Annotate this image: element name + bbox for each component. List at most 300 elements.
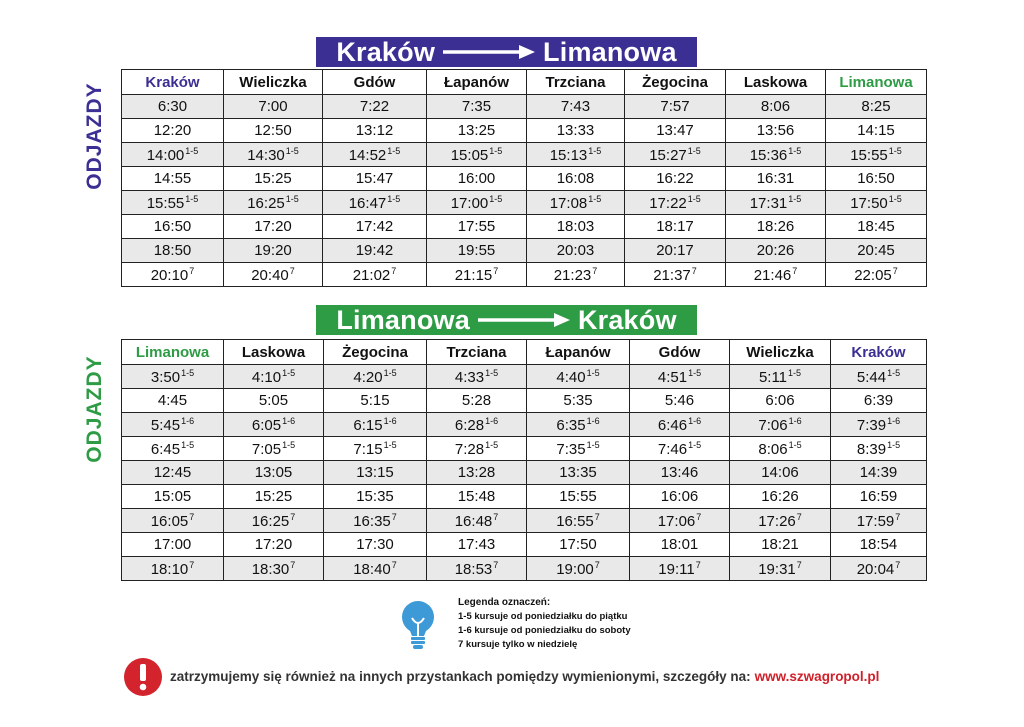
departure-cell	[831, 461, 927, 485]
departure-cell	[122, 557, 224, 581]
departure-cell	[527, 389, 630, 413]
day-code: 1-5	[181, 367, 195, 378]
day-code: 7	[493, 511, 499, 522]
table-row	[122, 143, 927, 167]
departure-cell	[625, 119, 726, 143]
departure-time: 17:50	[850, 194, 888, 212]
departure-cell	[323, 143, 427, 167]
departure-cell	[122, 509, 224, 533]
departure-time: 13:12	[355, 122, 394, 139]
day-code: 7	[391, 559, 397, 570]
departure-time: 7:05	[251, 440, 282, 458]
departure-time: 15:47	[355, 170, 394, 187]
departure-cell	[625, 215, 726, 239]
departure-time: 6:15	[353, 416, 383, 434]
departure-cell	[323, 263, 427, 287]
departure-cell	[224, 557, 324, 581]
departure-cell	[324, 437, 427, 461]
departure-time: 19:00	[556, 560, 594, 578]
departure-time: 17:50	[559, 536, 597, 553]
departure-cell	[527, 437, 630, 461]
notice	[170, 669, 879, 684]
departure-cell	[630, 413, 730, 437]
day-code: 1-5	[489, 193, 503, 204]
departure-cell	[630, 557, 730, 581]
day-code: 1-5	[586, 367, 600, 378]
banner-from: Kraków	[336, 36, 436, 67]
table-row	[122, 533, 927, 557]
departure-time: 7:15	[353, 440, 383, 458]
stop-header: Limanowa	[826, 70, 927, 95]
departure-time: 6:35	[556, 416, 586, 434]
table-row	[122, 215, 927, 239]
stop-header: Kraków	[122, 70, 224, 95]
departure-cell	[625, 167, 726, 191]
day-code: 7	[695, 559, 701, 570]
day-code: 1-6	[181, 415, 195, 426]
departure-time: 8:25	[861, 98, 891, 115]
departure-cell	[224, 167, 323, 191]
stop-header: Kraków	[831, 340, 927, 365]
table-row	[122, 95, 927, 119]
departure-time: 7:35	[556, 440, 586, 458]
day-code: 1-5	[387, 145, 401, 156]
day-code: 7	[391, 265, 397, 276]
day-code: 7	[189, 511, 195, 522]
day-code: 1-5	[485, 439, 499, 450]
departure-cell	[427, 509, 527, 533]
departure-time: 7:46	[657, 440, 688, 458]
departure-time: 19:20	[254, 242, 292, 259]
banner-from: Limanowa	[336, 304, 470, 335]
departure-time: 15:48	[457, 488, 496, 505]
departure-cell	[427, 167, 527, 191]
departure-cell	[224, 191, 323, 215]
departure-time: 7:57	[660, 98, 690, 115]
departure-time: 16:25	[247, 194, 285, 212]
departure-cell	[323, 191, 427, 215]
day-code: 1-5	[788, 145, 802, 156]
departure-cell	[224, 509, 324, 533]
banner-to: Kraków	[577, 304, 677, 335]
stop-header: Laskowa	[726, 70, 826, 95]
departure-cell	[730, 461, 831, 485]
departure-time: 13:15	[356, 464, 394, 481]
departure-time: 21:15	[454, 266, 493, 284]
departure-time: 17:00	[450, 194, 489, 212]
exclamation-icon	[123, 657, 163, 702]
departure-time: 18:45	[857, 218, 895, 235]
departure-time: 14:30	[247, 146, 285, 164]
departure-time: 5:45	[150, 416, 181, 434]
day-code: 1-5	[588, 145, 602, 156]
departure-cell	[427, 485, 527, 509]
day-code: 1-6	[788, 415, 802, 426]
departure-cell	[630, 365, 730, 389]
departure-time: 14:06	[761, 464, 799, 481]
timetable-krakow-limanowa	[121, 69, 927, 287]
day-code: 7	[290, 559, 296, 570]
departure-cell	[730, 365, 831, 389]
departure-time: 20:40	[251, 266, 289, 284]
departure-cell	[224, 389, 324, 413]
departure-cell	[630, 389, 730, 413]
table-row	[122, 485, 927, 509]
departure-time: 21:02	[352, 266, 391, 284]
departure-time: 17:31	[749, 194, 788, 212]
departure-cell	[324, 461, 427, 485]
table-row	[122, 557, 927, 581]
side-label-bottom: ODJAZDY	[83, 355, 106, 463]
day-code: 7	[895, 559, 901, 570]
banner-krakow-limanowa	[316, 37, 697, 67]
departure-time: 19:42	[355, 242, 394, 259]
day-code: 1-5	[888, 193, 902, 204]
departure-cell	[122, 485, 224, 509]
departure-time: 15:05	[153, 488, 192, 505]
table-row	[122, 365, 927, 389]
departure-cell	[122, 95, 224, 119]
day-code: 7	[493, 265, 499, 276]
departure-time: 13:25	[457, 122, 496, 139]
departure-cell	[527, 461, 630, 485]
departure-time: 20:17	[656, 242, 694, 259]
departure-time: 7:22	[359, 98, 390, 115]
day-code: 7	[691, 265, 697, 276]
day-code: 1-5	[586, 439, 600, 450]
departure-time: 13:35	[559, 464, 597, 481]
day-code: 1-5	[788, 439, 802, 450]
day-code: 1-5	[687, 145, 701, 156]
departure-time: 20:45	[857, 242, 895, 259]
departure-time: 4:20	[353, 368, 383, 386]
day-code: 7	[594, 511, 600, 522]
departure-time: 18:50	[153, 242, 192, 259]
departure-time: 12:45	[153, 464, 192, 481]
day-code: 1-5	[489, 145, 503, 156]
departure-time: 17:22	[649, 194, 687, 212]
departure-time: 18:54	[859, 536, 898, 553]
lightbulb-icon	[398, 600, 438, 657]
departure-cell	[831, 437, 927, 461]
departure-time: 16:22	[656, 170, 694, 187]
departure-time: 16:05	[150, 512, 189, 530]
day-code: 1-6	[383, 415, 397, 426]
departure-cell	[826, 239, 927, 263]
departure-cell	[726, 143, 826, 167]
departure-cell	[122, 533, 224, 557]
departure-cell	[730, 485, 831, 509]
day-code: 1-5	[688, 367, 702, 378]
departure-time: 14:39	[859, 464, 898, 481]
day-code: 1-5	[588, 193, 602, 204]
day-code: 7	[594, 559, 600, 570]
departure-time: 7:06	[758, 416, 788, 434]
day-code: 1-5	[788, 193, 802, 204]
departure-cell	[730, 437, 831, 461]
departure-time: 7:00	[258, 98, 288, 115]
departure-time: 14:52	[348, 146, 387, 164]
day-code: 1-5	[181, 439, 195, 450]
departure-cell	[323, 119, 427, 143]
departure-cell	[630, 509, 730, 533]
departure-time: 16:47	[348, 194, 387, 212]
departure-cell	[630, 437, 730, 461]
departure-time: 18:40	[353, 560, 391, 578]
stop-header: Limanowa	[122, 340, 224, 365]
departure-cell	[122, 119, 224, 143]
departure-time: 16:25	[251, 512, 290, 530]
departure-cell	[527, 239, 625, 263]
departure-time: 13:46	[660, 464, 699, 481]
departure-time: 22:05	[854, 266, 892, 284]
departure-cell	[527, 119, 625, 143]
departure-time: 15:35	[356, 488, 394, 505]
stop-header: Żegocina	[324, 340, 427, 365]
website-link[interactable]: www.szwagropol.pl	[754, 669, 880, 684]
departure-time: 15:13	[549, 146, 588, 164]
departure-cell	[630, 461, 730, 485]
table-row	[122, 119, 927, 143]
stop-header: Wieliczka	[224, 70, 323, 95]
departure-time: 15:25	[254, 170, 292, 187]
day-code: 1-5	[688, 439, 702, 450]
departure-cell	[427, 191, 527, 215]
departure-cell	[122, 413, 224, 437]
departure-time: 18:26	[756, 218, 795, 235]
departure-cell	[726, 119, 826, 143]
day-code: 7	[493, 559, 499, 570]
departure-time: 6:05	[251, 416, 282, 434]
departure-cell	[826, 95, 927, 119]
departure-cell	[730, 533, 831, 557]
departure-cell	[625, 239, 726, 263]
departure-time: 15:25	[254, 488, 293, 505]
arrow-right-icon	[443, 44, 535, 60]
departure-cell	[324, 365, 427, 389]
departure-cell	[427, 143, 527, 167]
departure-time: 8:39	[856, 440, 887, 458]
departure-cell	[122, 167, 224, 191]
departure-time: 7:43	[560, 98, 591, 115]
day-code: 1-5	[387, 193, 401, 204]
departure-time: 4:51	[657, 368, 688, 386]
departure-time: 13:33	[556, 122, 595, 139]
departure-time: 6:46	[657, 416, 688, 434]
departure-cell	[831, 485, 927, 509]
day-code: 1-5	[383, 367, 397, 378]
stop-header: Łapanów	[527, 340, 630, 365]
day-code: 1-5	[687, 193, 701, 204]
departure-cell	[527, 143, 625, 167]
departure-time: 8:06	[760, 98, 791, 115]
departure-time: 16:31	[756, 170, 795, 187]
stop-header: Trzciana	[427, 340, 527, 365]
departure-cell	[427, 437, 527, 461]
departure-cell	[527, 191, 625, 215]
departure-time: 18:01	[660, 536, 699, 553]
banner-limanowa-krakow	[316, 305, 697, 335]
departure-time: 19:11	[658, 560, 695, 578]
departure-cell	[122, 437, 224, 461]
departure-time: 21:37	[653, 266, 691, 284]
stop-header: Łapanów	[427, 70, 527, 95]
departure-cell	[122, 191, 224, 215]
stop-header: Trzciana	[527, 70, 625, 95]
departure-time: 4:40	[556, 368, 586, 386]
departure-cell	[826, 119, 927, 143]
departure-time: 16:26	[761, 488, 799, 505]
departure-cell	[122, 143, 224, 167]
departure-cell	[826, 263, 927, 287]
departure-cell	[224, 485, 324, 509]
timetable-limanowa-krakow	[121, 339, 927, 581]
departure-time: 13:28	[457, 464, 496, 481]
departure-cell	[630, 533, 730, 557]
table-row	[122, 413, 927, 437]
departure-time: 5:28	[461, 392, 492, 409]
departure-cell	[826, 167, 927, 191]
departure-time: 17:43	[457, 536, 496, 553]
departure-time: 14:00	[146, 146, 185, 164]
departure-cell	[726, 191, 826, 215]
departure-cell	[324, 509, 427, 533]
departure-cell	[122, 389, 224, 413]
departure-time: 4:33	[454, 368, 485, 386]
departure-cell	[122, 365, 224, 389]
departure-time: 5:46	[664, 392, 695, 409]
departure-cell	[427, 365, 527, 389]
departure-time: 16:06	[660, 488, 699, 505]
departure-cell	[427, 239, 527, 263]
departure-cell	[323, 95, 427, 119]
legend-item: 1-5 kursuje od poniedziałku do piątku	[458, 611, 628, 622]
day-code: 7	[189, 265, 195, 276]
day-code: 1-5	[185, 193, 199, 204]
departure-cell	[831, 509, 927, 533]
departure-cell	[122, 263, 224, 287]
departure-time: 6:45	[150, 440, 181, 458]
departure-cell	[427, 215, 527, 239]
departure-time: 17:00	[153, 536, 192, 553]
departure-cell	[630, 485, 730, 509]
departure-time: 5:11	[758, 368, 788, 386]
departure-time: 13:56	[756, 122, 795, 139]
departure-time: 18:53	[454, 560, 493, 578]
table-row	[122, 389, 927, 413]
legend-title: Legenda oznaczeń:	[458, 597, 551, 608]
departure-cell	[527, 95, 625, 119]
day-code: 7	[892, 265, 898, 276]
departure-time: 17:59	[856, 512, 895, 530]
day-code: 1-5	[888, 145, 902, 156]
departure-cell	[527, 365, 630, 389]
departure-cell	[224, 533, 324, 557]
departure-time: 18:17	[656, 218, 694, 235]
day-code: 1-5	[788, 367, 802, 378]
departure-time: 12:50	[254, 122, 292, 139]
departure-time: 17:06	[657, 512, 696, 530]
departure-time: 6:06	[765, 392, 795, 409]
departure-cell	[730, 413, 831, 437]
departure-cell	[224, 437, 324, 461]
day-code: 1-5	[285, 145, 299, 156]
departure-cell	[122, 461, 224, 485]
departure-cell	[427, 413, 527, 437]
departure-cell	[527, 509, 630, 533]
table-row	[122, 461, 927, 485]
departure-cell	[324, 485, 427, 509]
day-code: 1-6	[887, 415, 901, 426]
day-code: 1-5	[383, 439, 397, 450]
departure-time: 14:55	[153, 170, 192, 187]
departure-cell	[323, 215, 427, 239]
departure-time: 5:05	[258, 392, 289, 409]
stop-header: Gdów	[323, 70, 427, 95]
departure-cell	[527, 263, 625, 287]
departure-time: 15:05	[450, 146, 489, 164]
departure-cell	[730, 509, 831, 533]
departure-time: 7:39	[856, 416, 887, 434]
table-row	[122, 239, 927, 263]
departure-time: 14:15	[857, 122, 895, 139]
departure-cell	[527, 167, 625, 191]
departure-cell	[122, 215, 224, 239]
day-code: 1-6	[586, 415, 600, 426]
departure-cell	[224, 119, 323, 143]
day-code: 1-5	[185, 145, 199, 156]
departure-time: 15:55	[559, 488, 597, 505]
day-code: 7	[696, 511, 702, 522]
departure-time: 15:55	[850, 146, 888, 164]
departure-cell	[831, 365, 927, 389]
departure-cell	[730, 557, 831, 581]
departure-cell	[427, 533, 527, 557]
side-label-top: ODJAZDY	[83, 82, 106, 190]
departure-time: 5:44	[856, 368, 887, 386]
departure-cell	[527, 533, 630, 557]
departure-cell	[324, 389, 427, 413]
table-row	[122, 191, 927, 215]
notice-text: zatrzymujemy się również na innych przystankach pomiędzy wymienionymi, szczegóły na:	[170, 669, 751, 684]
departure-cell	[224, 239, 323, 263]
departure-time: 5:35	[563, 392, 593, 409]
departure-time: 5:15	[360, 392, 390, 409]
departure-time: 8:06	[758, 440, 788, 458]
departure-time: 18:03	[556, 218, 595, 235]
departure-time: 20:04	[856, 560, 895, 578]
departure-cell	[224, 461, 324, 485]
departure-time: 19:31	[758, 560, 796, 578]
departure-cell	[826, 191, 927, 215]
departure-cell	[831, 557, 927, 581]
day-code: 1-5	[887, 367, 901, 378]
day-code: 7	[796, 511, 802, 522]
departure-time: 17:08	[549, 194, 588, 212]
departure-cell	[826, 215, 927, 239]
departure-cell	[726, 167, 826, 191]
departure-cell	[831, 413, 927, 437]
legend-item: 7 kursuje tylko w niedzielę	[458, 639, 578, 650]
departure-time: 18:21	[761, 536, 799, 553]
departure-time: 19:55	[457, 242, 496, 259]
legend-item: 1-6 kursuje od poniedziałku do soboty	[458, 625, 631, 636]
legend	[458, 596, 631, 652]
departure-cell	[122, 239, 224, 263]
departure-cell	[427, 557, 527, 581]
departure-time: 21:23	[553, 266, 592, 284]
departure-cell	[625, 143, 726, 167]
